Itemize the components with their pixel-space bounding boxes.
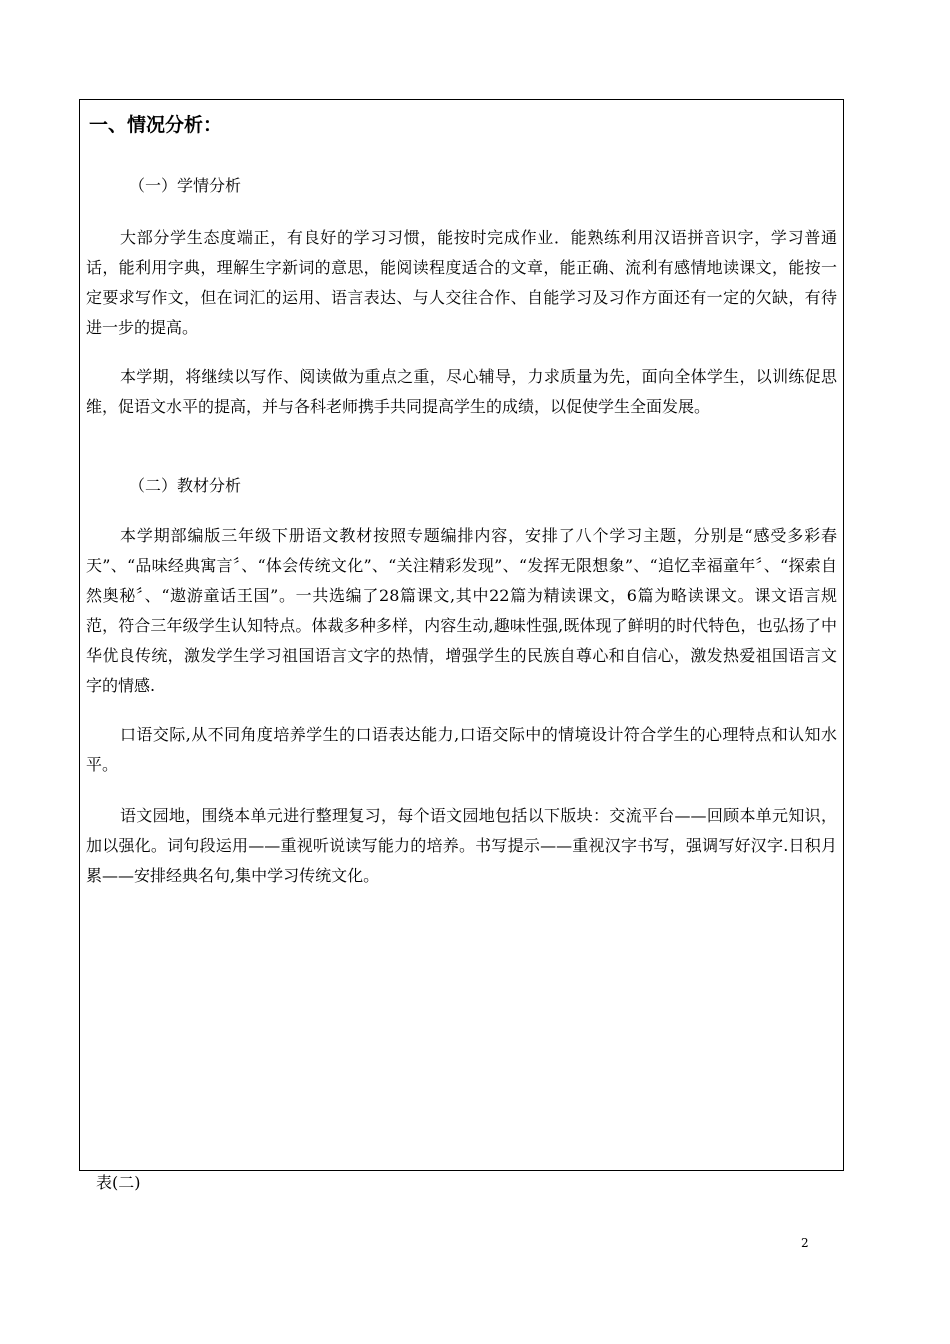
paragraph-oral-communication: 口语交际,从不同角度培养学生的口语表达能力,口语交际中的情境设计符合学生的心理特点和认知水平。 — [86, 725, 837, 774]
paragraph-chinese-garden: 语文园地，围绕本单元进行整理复习，每个语文园地包括以下版块：交流平台——回顾本单元知识，加以强化。词句段运用——重视听说读写能力的培养。书写提示——重视汉字书写，强调写好汉字.日积月累——安排经典名句,集中学习传统文化。 — [86, 806, 837, 885]
paragraph-textbook-themes: 本学期部编版三年级下册语文教材按照专题编排内容，安排了八个学习主题，分别是“感受多彩春天”、“品味经典寓言〞、“体会传统文化”、“关注精彩发现”、“发挥无限想象”、“追忆幸福童年〞、“探索自然奥秘〞、“遨游童话王国”。一共选编了28篇课文,其中22篇为精读课文，6篇为略读课文。课文语言规范，符合三年级学生认知特点。体裁多种多样，内容生动,趣味性强,既体现了鲜明的时代特色，也弘扬了中华优良传统，激发学生学习祖国语言文字的热情，增强学生的民族自尊心和自信心，激发热爱祖国语言文字的情感. — [86, 526, 837, 695]
paragraph-semester-focus: 本学期，将继续以写作、阅读做为重点之重，尽心辅导，力求质量为先，面向全体学生，以训练促思维，促语文水平的提高，并与各科老师携手共同提高学生的成绩，以促使学生全面发展。 — [86, 367, 837, 416]
section-heading: 一、情况分析： — [89, 114, 223, 136]
table-caption: 表(二) — [96, 1173, 141, 1192]
page-number: 2 — [801, 1236, 809, 1250]
paragraph-student-habits: 大部分学生态度端正，有良好的学习习惯，能按时完成作业．能熟练利用汉语拼音识字，学习普通话，能利用字典，理解生字新词的意思，能阅读程度适合的文章，能正确、流利有感情地读课文，能按一定要求写作文，但在词汇的运用、语言表达、与人交往合作、自能学习及习作方面还有一定的欠缺，有待进一步的提高。 — [86, 228, 837, 337]
subsection-title-textbook-analysis: （二）教材分析 — [129, 476, 242, 495]
analysis-table-cell — [79, 99, 844, 1171]
subsection-title-student-analysis: （一）学情分析 — [129, 176, 242, 195]
